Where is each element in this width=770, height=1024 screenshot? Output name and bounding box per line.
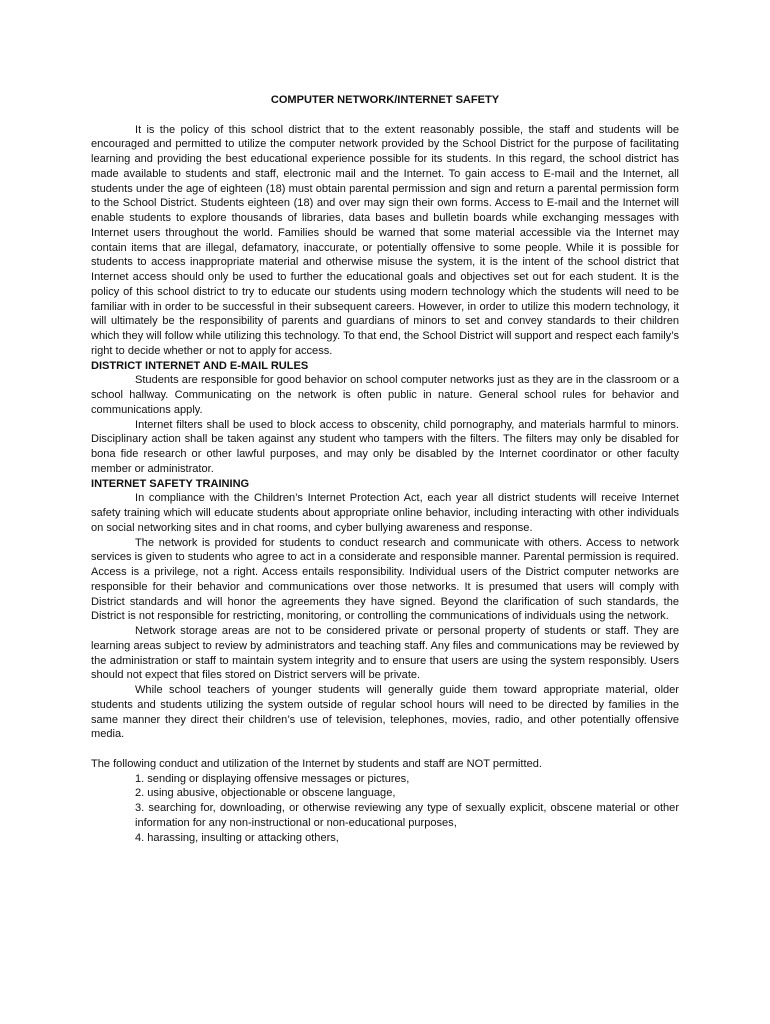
training-paragraph-3: Network storage areas are not to be considered private or personal property of students or staff. They are learning areas subject to review by administrators and teaching staff. Any files and communications may be reviewed by the administration or staff to maintain system integrity and to ensure that users are using the system responsibly. Users should not expect that files stored on District servers will be private. xyxy=(91,625,679,682)
rules-paragraph-1: Students are responsible for good behavior on school computer networks just as they are in the classroom or a school hallway. Communicating on the network is often public in nature. General school rules for behavior and communications apply. xyxy=(91,374,679,416)
conduct-list xyxy=(91,772,679,846)
list-item: 4. harassing, insulting or attacking others, xyxy=(135,831,339,844)
training-paragraph-2: The network is provided for students to conduct research and communicate with others. Access to network services is given to students who agree to act in a considerate and responsible manner. Parental permission is required. Access is a privilege, not a right. Access entails responsibility. Individual users of the District computer networks are responsible for their behavior and communications over those networks. It is presumed that users will comply with District standards and will honor the agreements they have signed. Beyond the clarification of such standards, the District is not responsible for restricting, monitoring, or controlling the communications of individuals using the network. xyxy=(91,536,679,623)
page-title: COMPUTER NETWORK/INTERNET SAFETY xyxy=(270,94,500,106)
spacer xyxy=(91,742,679,757)
section-heading-rules: DISTRICT INTERNET AND E-MAIL RULES xyxy=(91,359,309,372)
rules-paragraph-2: Internet filters shall be used to block access to obscenity, child pornography, and materials harmful to minors. Disciplinary action shall be taken against any student who tampers with the filters. The filters may only be disabled for bona fide research or other lawful purposes, and may only be disabled by the Internet coordinator or other faculty member or administrator. xyxy=(91,418,679,475)
intro-paragraph: It is the policy of this school district that to the extent reasonably possible, the staff and students will be encouraged and permitted to utilize the computer network provided by the School District for the purpose of facilitating learning and providing the best educational experience possible for its students. In this regard, the school district has made available to students and staff, electronic mail and the Internet. To gain access to E-mail and the Internet, all students under the age of eighteen (18) must obtain parental permission and sign and return a parental permission form to the School District. Students eighteen (18) and over may sign their own forms. Access to E-mail and the Internet will enable students to explore thousands of libraries, data bases and bulletin boards while exchanging messages with Internet users throughout the world. Families should be warned that some material accessible via the Internet may contain items that are illegal, defamatory, inaccurate, or potentially offensive to some people. While it is possible for students to access inappropriate material and otherwise misuse the system, it is the intent of the school district that Internet access should only be used to further the educational goals and objectives set out for each student. It is the policy of this school district to try to educate our students using modern technology which the students will need to be familiar with in order to be successful in their subsequent careers. However, in order to utilize this modern technology, it will ultimately be the responsibility of parents and guardians of minors to set and convey standards to their children which they will follow while utilizing this technology. To that end, the School District will support and respect each family’s right to decide whether or not to apply for access. xyxy=(91,123,679,357)
section-heading-training: INTERNET SAFETY TRAINING xyxy=(91,477,250,490)
training-paragraph-4: While school teachers of younger students will generally guide them toward appropriate material, older students and students utilizing the system outside of regular school hours will need to be directed by families in the same manner they direct their children’s use of television, telephones, movies, radio, and other potentially offensive media. xyxy=(91,684,679,741)
list-item: 3. searching for, downloading, or otherwise reviewing any type of sexually explicit, obscene material or other information for any non-instructional or non-educational purposes, xyxy=(135,802,679,829)
conduct-intro: The following conduct and utilization of the Internet by students and staff are NOT permitted. xyxy=(91,757,542,770)
list-item: 1. sending or displaying offensive messages or pictures, xyxy=(135,772,410,785)
training-paragraph-1: In compliance with the Children’s Internet Protection Act, each year all district students will receive Internet safety training which will educate students about appropriate online behavior, including interacting with other individuals on social networking sites and in chat rooms, and cyber bullying awareness and response. xyxy=(91,492,679,534)
list-item: 2. using abusive, objectionable or obscene language, xyxy=(135,787,396,800)
